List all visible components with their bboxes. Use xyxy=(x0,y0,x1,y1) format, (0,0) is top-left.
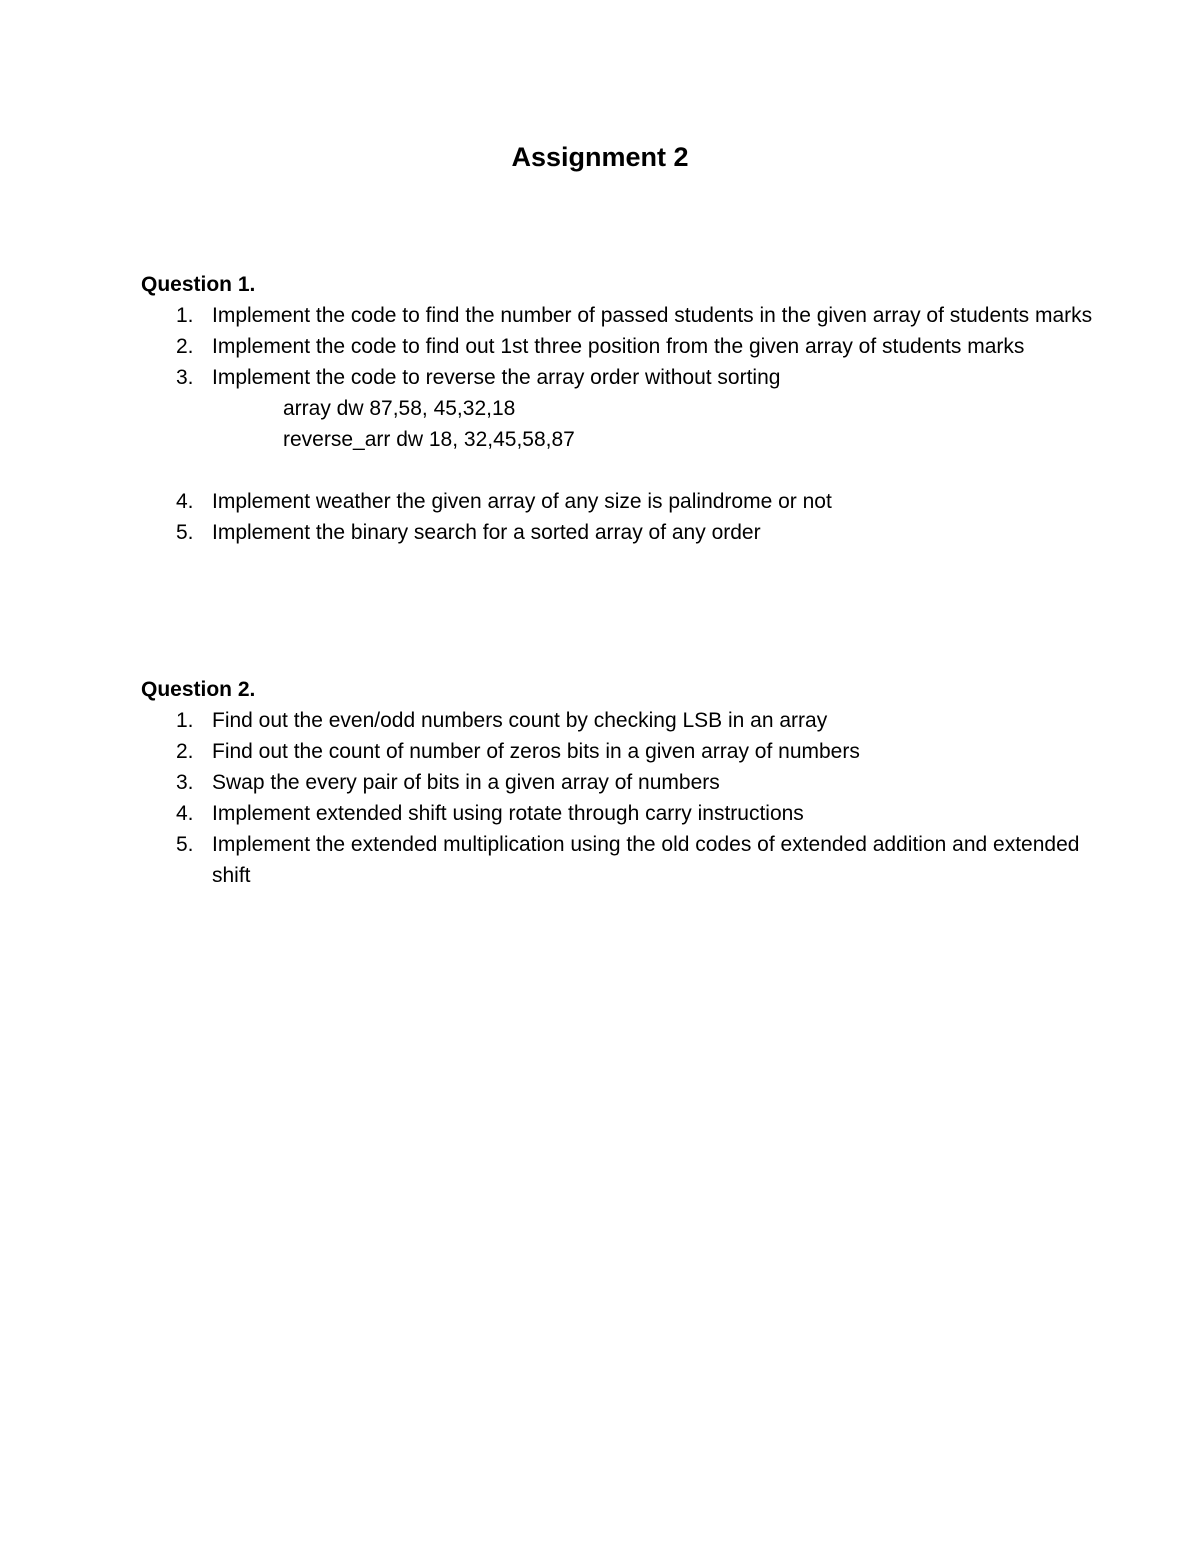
list-item xyxy=(141,767,1101,798)
question-2-heading: Question 2. xyxy=(141,678,256,701)
list-item xyxy=(141,829,1101,891)
list-item xyxy=(141,362,1101,486)
document-title: Assignment 2 xyxy=(511,142,689,172)
list-item-number: 2. xyxy=(176,335,194,358)
list-item xyxy=(141,486,1101,517)
list-item xyxy=(141,798,1101,829)
question-1-section xyxy=(141,269,1101,548)
question-2-section xyxy=(141,674,1101,891)
list-item xyxy=(141,517,1101,548)
list-item-text: Find out the count of number of zeros bits in a given array of numbers xyxy=(212,740,860,763)
list-item-number: 3. xyxy=(176,771,194,794)
list-item xyxy=(141,705,1101,736)
list-item-number: 1. xyxy=(176,709,194,732)
list-item-text: Implement the binary search for a sorted array of any order xyxy=(212,521,761,544)
blank-line xyxy=(212,455,1101,486)
list-item-text: Implement the extended multiplication using the old codes of extended addition and extended shift xyxy=(212,833,1080,887)
list-item xyxy=(141,736,1101,767)
list-item-number: 1. xyxy=(176,304,194,327)
list-item-text: Implement weather the given array of any size is palindrome or not xyxy=(212,490,832,513)
list-item-number: 5. xyxy=(176,833,194,856)
list-item xyxy=(141,300,1101,331)
code-line: reverse_arr dw 18, 32,45,58,87 xyxy=(283,428,575,451)
question-1-heading: Question 1. xyxy=(141,273,256,296)
question-2-list xyxy=(141,705,1101,891)
list-item-text: Implement the code to find the number of passed students in the given array of students marks xyxy=(212,304,1093,327)
list-item-number: 4. xyxy=(176,490,194,513)
list-item xyxy=(141,331,1101,362)
question-1-list xyxy=(141,300,1101,548)
list-item-number: 5. xyxy=(176,521,194,544)
list-item-text: Swap the every pair of bits in a given array of numbers xyxy=(212,771,720,794)
list-item-text: Find out the even/odd numbers count by checking LSB in an array xyxy=(212,709,828,732)
list-item-number: 3. xyxy=(176,366,194,389)
list-item-text: Implement the code to find out 1st three position from the given array of students marks xyxy=(212,335,1025,358)
list-item-text: Implement the code to reverse the array order without sorting xyxy=(212,366,781,389)
list-item-text: Implement extended shift using rotate through carry instructions xyxy=(212,802,804,825)
code-line: array dw 87,58, 45,32,18 xyxy=(283,397,516,420)
list-item-number: 2. xyxy=(176,740,194,763)
list-item-number: 4. xyxy=(176,802,194,825)
